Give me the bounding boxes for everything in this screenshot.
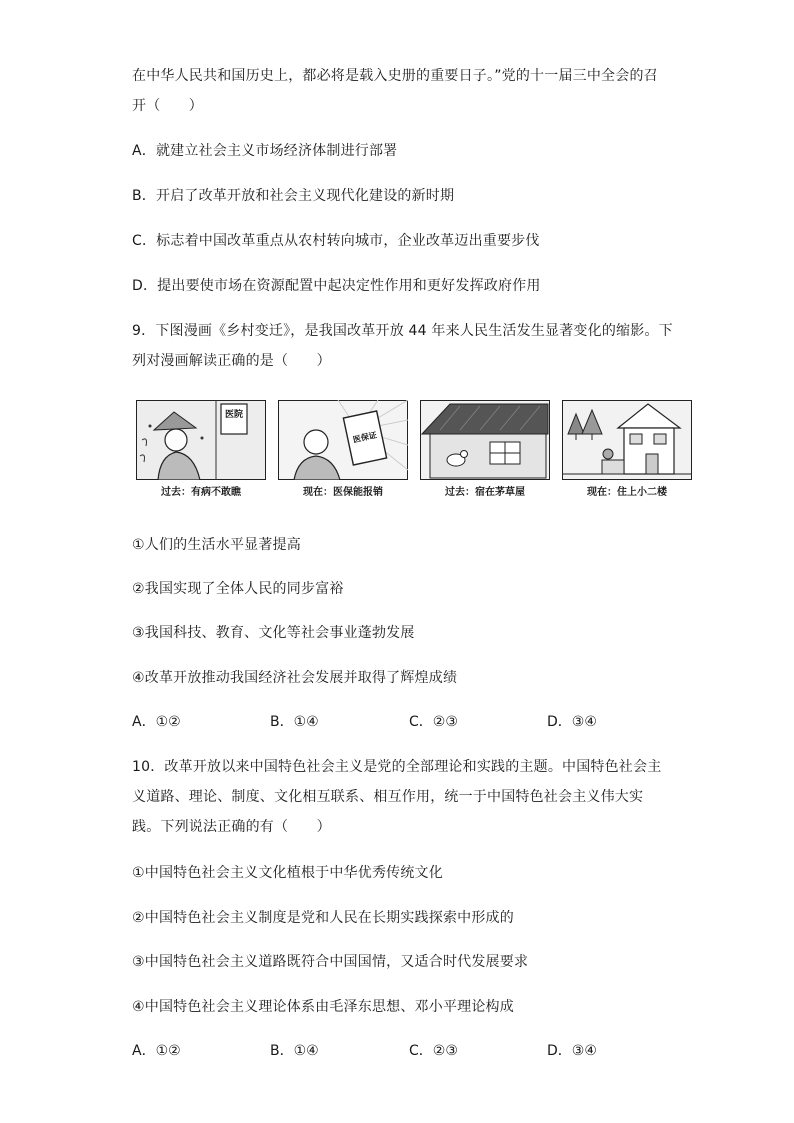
- q10-stem-line-1: 10．改革开放以来中国特色社会主义是党的全部理论和实践的主题。中国特色社会主: [132, 759, 662, 775]
- q9-statement-3: ③我国科技、教育、文化等社会事业蓬勃发展: [132, 625, 415, 641]
- q10-statement-3: ③中国特色社会主义道路既符合中国国情，又适合时代发展要求: [132, 954, 529, 970]
- comic-panel-two-story-house: [562, 400, 692, 480]
- q8-option-c: C．标志着中国改革重点从农村转向城市，企业改革迈出重要步伐: [132, 233, 540, 249]
- q9-stem-line-1: 9．下图漫画《乡村变迁》，是我国改革开放 44 年来人民生活发生显著变化的缩影。下: [132, 323, 673, 339]
- q10-choice-c: C．②③: [409, 1043, 458, 1059]
- q9-stem-line-2: 列对漫画解读正确的是（ ）: [132, 353, 331, 369]
- q10-choice-d: D．③④: [547, 1043, 597, 1059]
- q8-option-d: D．提出要使市场在资源配置中起决定性作用和更好发挥政府作用: [132, 278, 541, 294]
- q9-choice-d: D．③④: [547, 714, 597, 730]
- comic-caption-1: 过去：有病不敢瞧: [161, 487, 241, 498]
- q9-statement-4: ④改革开放推动我国经济社会发展并取得了辉煌成绩: [132, 670, 458, 686]
- q10-choice-a: A．①②: [132, 1043, 181, 1059]
- q10-statement-2: ②中国特色社会主义制度是党和人民在长期实践探索中形成的: [132, 910, 514, 926]
- comic-strip: [136, 400, 692, 510]
- comic-caption-4: 现在：住上小二楼: [587, 487, 667, 498]
- q8-stem-line-1: 在中华人民共和国历史上，都必将是载入史册的重要日子。”党的十一届三中全会的召: [132, 68, 658, 84]
- q8-option-b: B．开启了改革开放和社会主义现代化建设的新时期: [132, 188, 455, 204]
- q10-stem-line-3: 践。下列说法正确的有（ ）: [132, 819, 331, 835]
- comic-panel-sick-man: [136, 400, 266, 480]
- q9-choice-c: C．②③: [409, 714, 458, 730]
- q10-stem-line-2: 义道路、理论、制度、文化相互联系、相互作用，统一于中国特色社会主义伟大实: [132, 789, 644, 805]
- q10-statement-1: ①中国特色社会主义文化植根于中华优秀传统文化: [132, 865, 443, 881]
- q10-choice-b: B．①④: [270, 1043, 319, 1059]
- comic-caption-3: 过去：宿在茅草屋: [445, 487, 525, 498]
- q8-option-a: A．就建立社会主义市场经济体制进行部署: [132, 143, 398, 159]
- q9-statement-2: ②我国实现了全体人民的同步富裕: [132, 581, 344, 597]
- q9-choice-a: A．①②: [132, 714, 181, 730]
- q10-statement-4: ④中国特色社会主义理论体系由毛泽东思想、邓小平理论构成: [132, 999, 514, 1015]
- comic-caption-2: 现在：医保能报销: [303, 487, 383, 498]
- q9-statement-1: ①人们的生活水平显著提高: [132, 537, 301, 553]
- q8-stem-line-2: 开（ ）: [132, 98, 203, 114]
- q9-choice-b: B．①④: [270, 714, 319, 730]
- comic-panel-insurance: [278, 400, 408, 480]
- comic-panel-thatched-hut: [420, 400, 550, 480]
- insurance-card-text: 医保证: [352, 430, 378, 445]
- hospital-sign-text: 医院: [224, 410, 244, 420]
